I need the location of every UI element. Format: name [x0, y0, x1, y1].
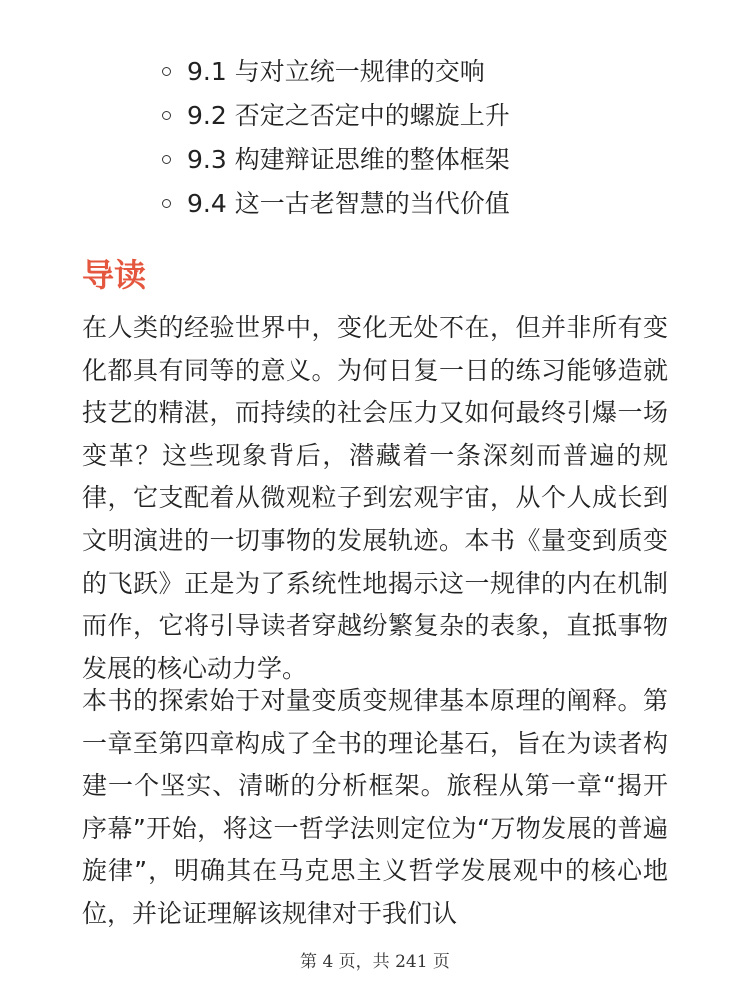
- toc-item-label: 9.2 否定之否定中的螺旋上升: [187, 101, 510, 130]
- toc-item-9-2[interactable]: [0, 94, 750, 138]
- toc-list: [0, 50, 750, 226]
- toc-item-label: 9.3 构建辩证思维的整体框架: [187, 145, 510, 174]
- body-paragraph-2: 本书的探索始于对量变质变规律基本原理的阐释。第一章至第四章构成了全书的理论基石，旨在为读者构建一个坚实、清晰的分析框架。旅程从第一章“揭开序幕”开始，将这一哲学法则定位为“万物发展的普遍旋律”，明确其在马克思主义哲学发展观中的核心地位，并论证理解该规律对于我们认: [82, 686, 668, 928]
- circle-bullet-icon: [162, 67, 171, 76]
- toc-item-9-4[interactable]: [0, 182, 750, 226]
- circle-bullet-icon: [162, 111, 171, 120]
- circle-bullet-icon: [162, 155, 171, 164]
- toc-item-9-1[interactable]: [0, 50, 750, 94]
- section-heading: 导读: [82, 256, 147, 294]
- circle-bullet-icon: [162, 199, 171, 208]
- toc-item-label: 9.4 这一古老智慧的当代价值: [187, 189, 510, 218]
- page-number-footer: 第 4 页，共 241 页: [300, 952, 450, 972]
- toc-item-9-3[interactable]: [0, 138, 750, 182]
- toc-item-label: 9.1 与对立统一规律的交响: [187, 57, 485, 86]
- body-paragraph-1: 在人类的经验世界中，变化无处不在，但并非所有变化都具有同等的意义。为何日复一日的练习能够造就技艺的精湛，而持续的社会压力又如何最终引爆一场变革？这些现象背后，潜藏着一条深刻而普遍的规律，它支配着从微观粒子到宏观宇宙，从个人成长到文明演进的一切事物的发展轨迹。本书《量变到质变的飞跃》正是为了系统性地揭示这一规律的内在机制而作，它将引导读者穿越纷繁复杂的表象，直抵事物发展的核心动力学。: [82, 313, 668, 683]
